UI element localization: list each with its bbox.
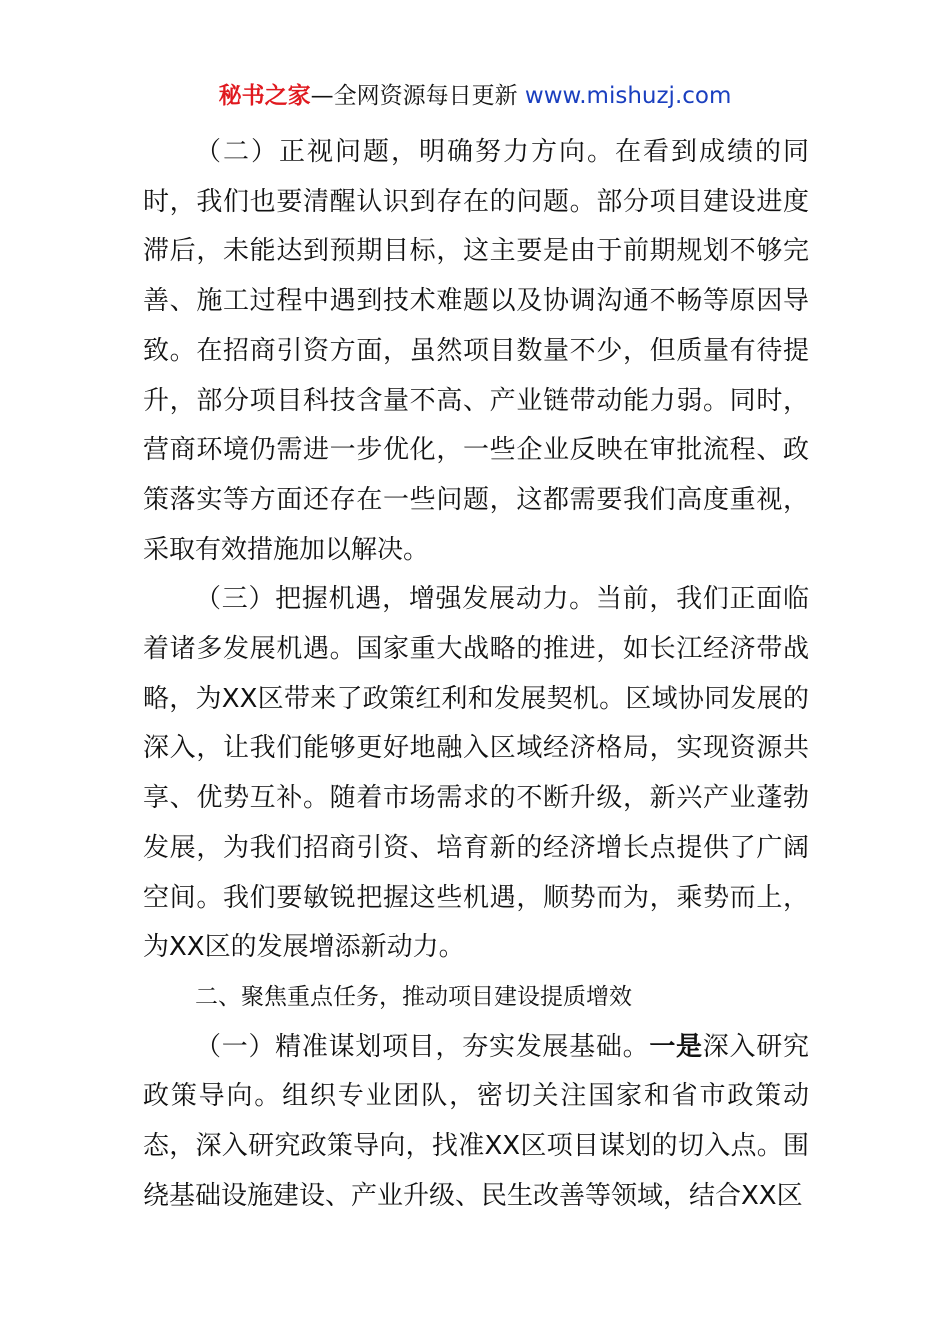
emphasis-first-point: 一是: [649, 1031, 703, 1062]
brand-name: 秘书之家: [218, 83, 311, 109]
section-heading: 二、聚焦重点任务，推动项目建设提质增效: [195, 983, 632, 1010]
page-header: [0, 80, 950, 112]
header-tagline: —全网资源每日更新: [310, 83, 525, 109]
paragraph-lead: （一）精准谋划项目，夯实发展基础。: [195, 1031, 650, 1062]
paragraph-project-planning: [143, 1023, 809, 1222]
website-url[interactable]: www.mishuzj.com: [524, 83, 732, 109]
paragraph-continuation: 深入研究政策导向。组织专业团队，密切关注国家和省市政策动态，深入研究政策导向，找准XX区项目谋划的切入点。围绕基础设施建设、产业升级、民生改善等领域，结合XX区: [143, 1031, 809, 1211]
document-body: [143, 128, 809, 1221]
paragraph-problems: （二）正视问题，明确努力方向。在看到成绩的同时，我们也要清醒认识到存在的问题。部分项目建设进度滞后，未能达到预期目标，这主要是由于前期规划不够完善、施工过程中遇到技术难题以及协调沟通不畅等原因导致。在招商引资方面，虽然项目数量不少，但质量有待提升，部分项目科技含量不高、产业链带动能力弱。同时，营商环境仍需进一步优化，一些企业反映在审批流程、政策落实等方面还存在一些问题，这都需要我们高度重视，采取有效措施加以解决。: [143, 137, 809, 565]
paragraph-opportunities: （三）把握机遇，增强发展动力。当前，我们正面临着诸多发展机遇。国家重大战略的推进，如长江经济带战略，为XX区带来了政策红利和发展契机。区域协同发展的深入，让我们能够更好地融入区域经济格局，实现资源共享、优势互补。随着市场需求的不断升级，新兴产业蓬勃发展，为我们招商引资、培育新的经济增长点提供了广阔空间。我们要敏锐把握这些机遇，顺势而为，乘势而上，为XX区的发展增添新动力。: [143, 584, 809, 963]
